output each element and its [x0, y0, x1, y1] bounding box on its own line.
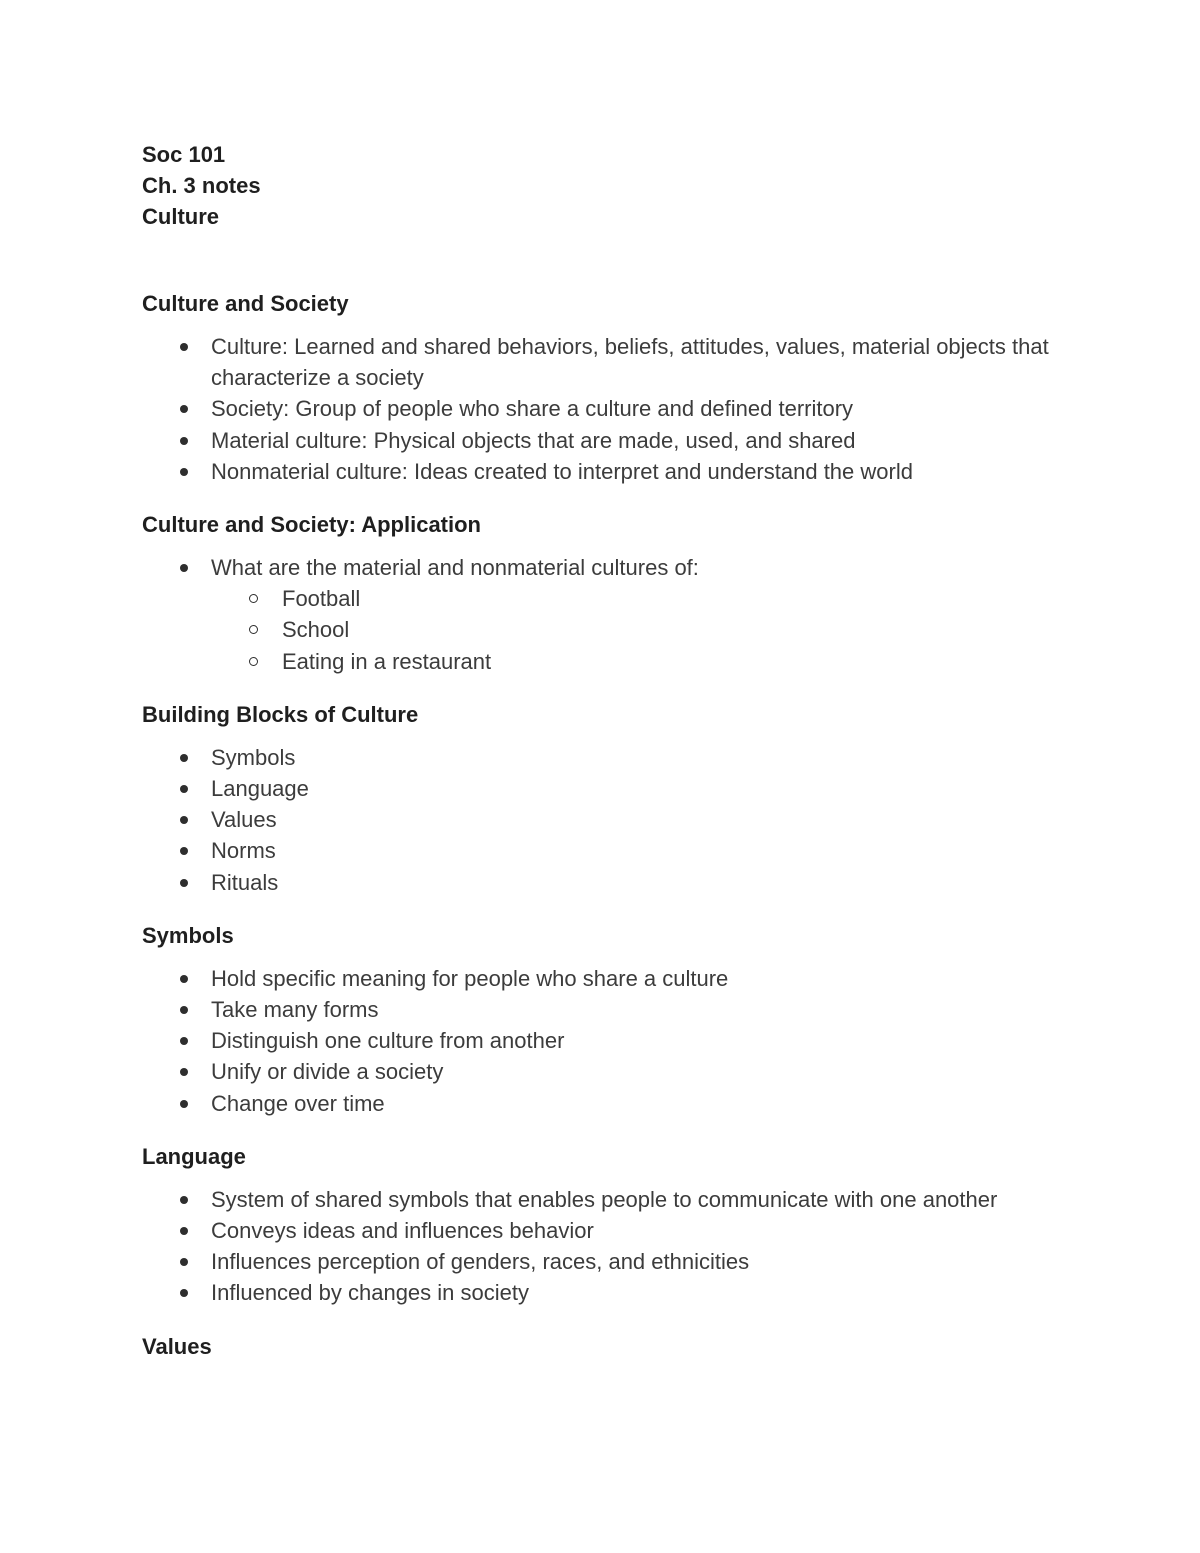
list-item [142, 994, 1072, 1025]
list-item [142, 1215, 1072, 1246]
list-item-text: Distinguish one culture from another [211, 1028, 565, 1054]
bullet-icon [180, 564, 188, 572]
course-title: Soc 101 [142, 142, 226, 167]
section-language [142, 1141, 1072, 1309]
topic-title: Culture [142, 204, 219, 229]
bullet-list [142, 331, 1072, 487]
sub-bullet-list [211, 583, 1072, 677]
sub-list-item [211, 583, 1072, 614]
bullet-icon [180, 1006, 188, 1014]
section-culture-and-society-application [142, 509, 1072, 677]
bullet-icon [180, 343, 188, 351]
list-item [142, 425, 1072, 456]
bullet-icon [180, 405, 188, 413]
list-item [142, 1246, 1072, 1277]
bullet-icon [180, 1037, 188, 1045]
bullet-list [142, 552, 1072, 677]
bullet-icon [180, 847, 188, 855]
bullet-icon [180, 879, 188, 887]
list-item [142, 1184, 1072, 1215]
hollow-bullet-icon [249, 657, 258, 666]
hollow-bullet-icon [249, 625, 258, 634]
list-item [142, 1088, 1072, 1119]
bullet-icon [180, 1068, 188, 1076]
list-item-text: Conveys ideas and influences behavior [211, 1218, 594, 1244]
document-title-block [142, 139, 1072, 232]
sub-list-item [211, 646, 1072, 677]
list-item-text: System of shared symbols that enables people to communicate with one another [211, 1186, 998, 1212]
sub-list-item [211, 614, 1072, 645]
list-item-text: Influenced by changes in society [211, 1280, 529, 1306]
list-item-text: Language [211, 776, 309, 802]
list-item [142, 773, 1072, 804]
bullet-icon [180, 1289, 188, 1297]
list-item-text: Nonmaterial culture: Ideas created to interpret and understand the world [211, 458, 913, 484]
list-item-text: Influences perception of genders, races, and ethnicities [211, 1249, 750, 1275]
list-item-text: Symbols [211, 744, 296, 770]
list-item-text: Change over time [211, 1090, 385, 1116]
bullet-icon [180, 785, 188, 793]
bullet-list [142, 1184, 1072, 1309]
bullet-icon [180, 816, 188, 824]
list-item-text: Material culture: Physical objects that are made, used, and shared [211, 427, 856, 453]
sub-list-item-text: School [282, 617, 350, 643]
list-item-text: Values [211, 807, 277, 833]
list-item [142, 1277, 1072, 1308]
section-symbols [142, 920, 1072, 1119]
sub-list-item-text: Eating in a restaurant [282, 648, 492, 674]
list-item-text: Hold specific meaning for people who share a culture [211, 965, 729, 991]
section-culture-and-society [142, 288, 1072, 487]
bullet-icon [180, 1196, 188, 1204]
bullet-icon [180, 1100, 188, 1108]
section-heading: Building Blocks of Culture [142, 701, 419, 727]
list-item-text: Unify or divide a society [211, 1059, 444, 1085]
bullet-icon [180, 437, 188, 445]
list-item [142, 552, 1072, 677]
list-item [142, 835, 1072, 866]
bullet-icon [180, 1258, 188, 1266]
list-item [142, 456, 1072, 487]
section-values [142, 1331, 1072, 1362]
section-heading: Culture and Society: Application [142, 512, 481, 538]
list-item-text: Take many forms [211, 997, 379, 1023]
list-item [142, 331, 1072, 393]
list-item-text: Culture: Learned and shared behaviors, beliefs, attitudes, values, material objects that characterize a society [211, 334, 1049, 391]
bullet-icon [180, 1227, 188, 1235]
list-item [142, 804, 1072, 835]
list-item-text: Rituals [211, 869, 279, 895]
list-item [142, 867, 1072, 898]
section-heading: Values [142, 1333, 212, 1359]
document-page [142, 139, 1072, 1374]
sub-list-item-text: Football [282, 586, 361, 612]
list-item [142, 1025, 1072, 1056]
section-building-blocks-of-culture [142, 699, 1072, 898]
bullet-list [142, 963, 1072, 1119]
list-item-text: What are the material and nonmaterial cultures of: [211, 555, 699, 581]
list-item [142, 393, 1072, 424]
list-item [142, 1056, 1072, 1087]
bullet-icon [180, 754, 188, 762]
bullet-icon [180, 975, 188, 983]
chapter-title: Ch. 3 notes [142, 173, 261, 198]
list-item [142, 742, 1072, 773]
bullet-list [142, 742, 1072, 898]
list-item [142, 963, 1072, 994]
section-heading: Symbols [142, 922, 234, 948]
section-heading: Language [142, 1143, 246, 1169]
bullet-icon [180, 468, 188, 476]
list-item-text: Society: Group of people who share a culture and defined territory [211, 396, 854, 422]
section-heading: Culture and Society [142, 291, 349, 316]
list-item-text: Norms [211, 838, 276, 864]
hollow-bullet-icon [249, 594, 258, 603]
